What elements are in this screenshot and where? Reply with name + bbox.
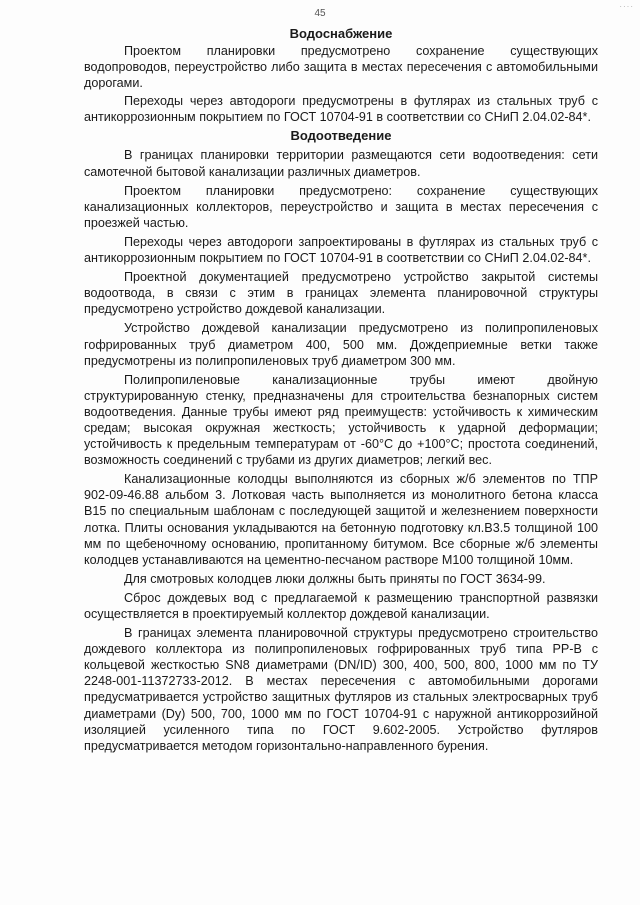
paragraph: Переходы через автодороги запроектированы в футлярах из стальных труб с антикоррозионным покрытием по ГОСТ 10704-91 в соответствии со СНиП 2.04.02-84*.	[84, 234, 598, 266]
paragraph: Полипропиленовые канализационные трубы имеют двойную структурированную стенку, предназначены для строительства безнапорных систем водоотведения. Данные трубы имеют ряд преимуществ: устойчивость к химическим средам; высокая окружная жесткость; устойчивость к ударной деформации; устойчивость к предельным температурам от -60°С до +100°С; простота соединений, возможность соединений с трубами из других диаметров; легкий вес.	[84, 372, 598, 468]
paragraph: Канализационные колодцы выполняются из сборных ж/б элементов по ТПР 902-09-46.88 альбом 3. Лотковая часть выполняется из монолитного бетона класса В15 по специальным шаблонам с последующей защитой и железнением поверхности лотка. Плиты основания укладываются на бетонную подготовку кл.В3.5 толщиной 100 мм по щебеночному основанию, пропитанному битумом. Все сборные ж/б элементы колодцев устанавливаются на цементно-песчаном растворе М100 толщиной 10мм.	[84, 472, 598, 567]
corner-mark: ····	[619, 2, 634, 11]
section-water-supply	[84, 26, 598, 125]
section-title-water-supply: Водоснабжение	[289, 26, 393, 41]
paragraph: Сброс дождевых вод с предлагаемой к размещению транспортной развязки осуществляется в проектируемый коллектор дождевой канализации.	[84, 590, 598, 621]
section-drainage	[84, 128, 598, 753]
paragraph: Переходы через автодороги предусмотрены в футлярах из стальных труб с антикоррозионным покрытием по ГОСТ 10704-91 в соответствии со СНиП 2.04.02-84*.	[84, 94, 598, 125]
paragraph: Проектом планировки предусмотрено сохранение существующих водопроводов, переустройство либо защита в местах пересечения с автомобильными дорогами.	[84, 44, 598, 91]
paragraph: Проектной документацией предусмотрено устройство закрытой системы водоотвода, в связи с этим в границах элемента планировочной структуры предусмотрено устройство дождевой канализации.	[84, 270, 598, 317]
paragraph: Проектом планировки предусмотрено: сохранение существующих канализационных коллекторов, переустройство и защита в местах пересечения с проезжей частью.	[84, 183, 598, 230]
page-content	[84, 26, 598, 754]
paragraph: Устройство дождевой канализации предусмотрено из полипропиленовых гофрированных труб диаметром 400, 500 мм. Дождеприемные ветки также предусмотрены из полипропиленовых труб диаметром 300 мм.	[84, 321, 598, 368]
page-number: 45	[314, 8, 326, 19]
paragraph: В границах элемента планировочной структуры предусмотрено строительство дождевого коллектора из полипропиленовых гофрированных труб типа PP-B с кольцевой жесткостью SN8 диаметрами (DN/ID) 300, 400, 500, 800, 1000 мм по ТУ 2248-001-11372733-2012. В местах пересечения с автомобильными дорогами предусматривается устройство защитных футляров из стальных электросварных труб диаметрами (Dy) 500, 700, 1000 мм по ГОСТ 10704-91 с наружной антикоррозийной изоляцией усиленного типа по ГОСТ 9.602-2005. Устройство футляров предусматривается методом горизонтально-направленного бурения.	[84, 626, 598, 753]
section-title-drainage: Водоотведение	[290, 128, 392, 144]
paragraph: Для смотровых колодцев люки должны быть приняты по ГОСТ 3634-99.	[124, 571, 546, 586]
paragraph: В границах планировки территории размещаются сети водоотведения: сети самотечной бытовой канализации различных диаметров.	[84, 148, 598, 179]
